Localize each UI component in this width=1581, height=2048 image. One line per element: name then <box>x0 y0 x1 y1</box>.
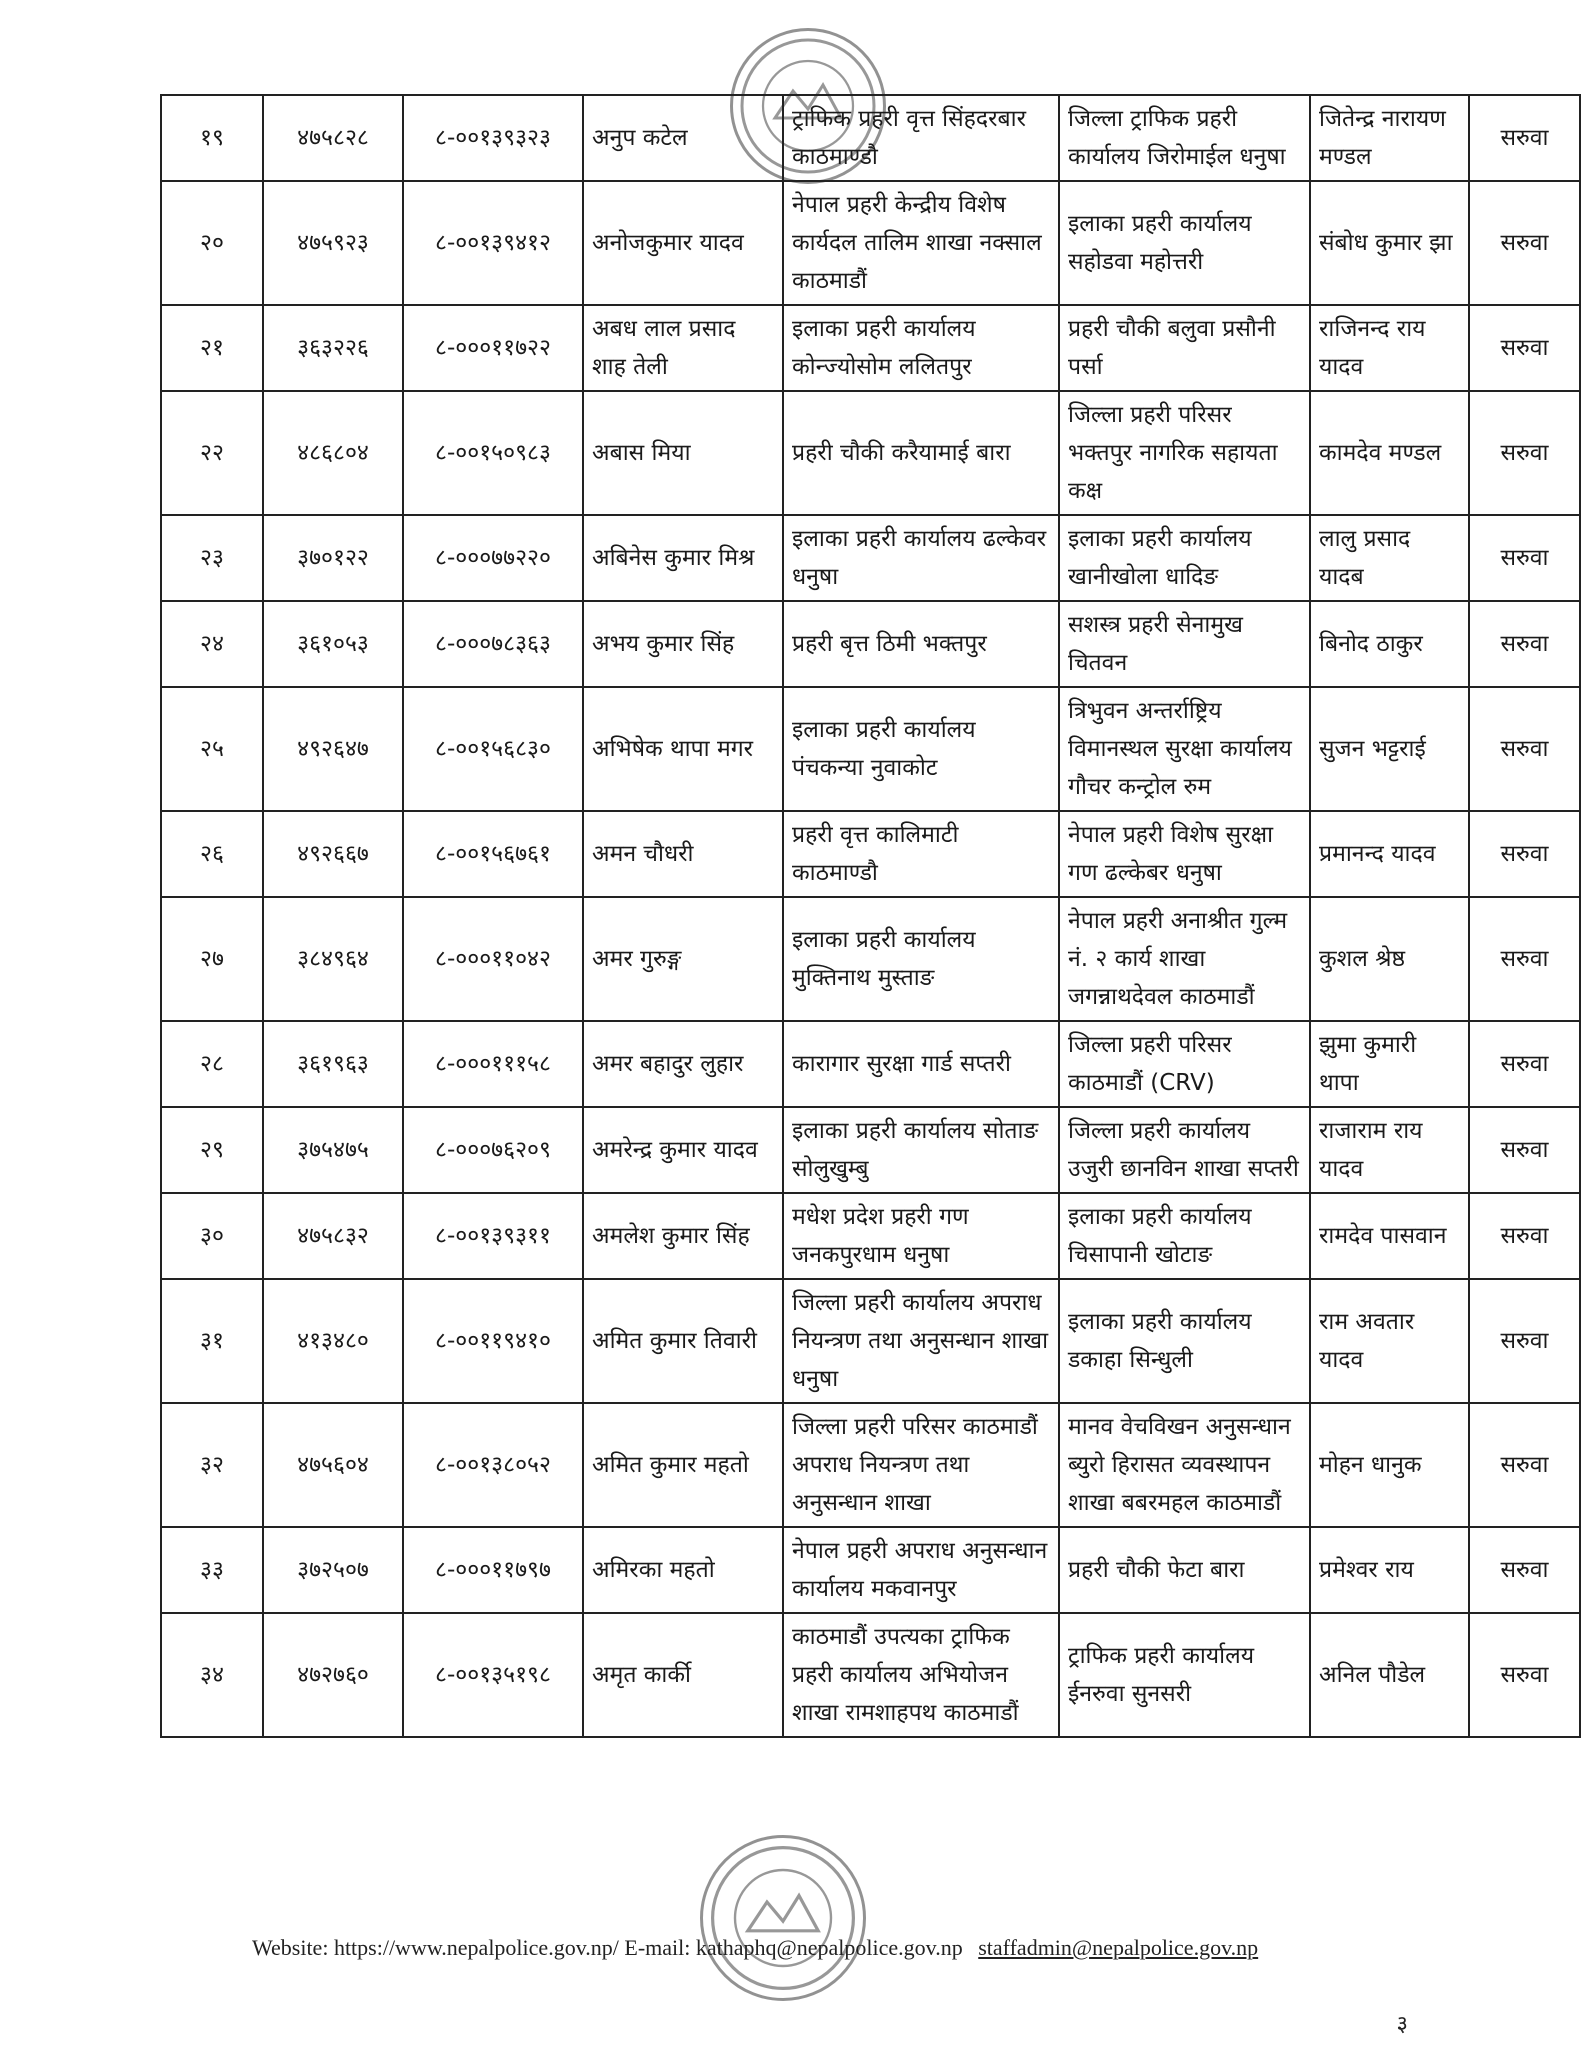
page-footer <box>252 1935 1372 1961</box>
current-office-cell: कारागार सुरक्षा गार्ड सप्तरी <box>783 1021 1059 1107</box>
code-number-cell: ८-००१५६८३० <box>403 687 583 811</box>
current-office-cell: इलाका प्रहरी कार्यालय कोन्ज्योसोम ललितपुर <box>783 305 1059 391</box>
officer-name-cell: अमिरका महतो <box>583 1527 783 1613</box>
transfer-roster-table <box>160 94 1581 1738</box>
footer-website-label: Website: <box>252 1935 329 1960</box>
supervisor-cell: जितेन्द्र नारायण मण्डल <box>1310 95 1469 181</box>
officer-name-cell: अमित कुमार महतो <box>583 1403 783 1527</box>
status-cell: सरुवा <box>1469 1279 1580 1403</box>
police-id-cell: ३७०१२२ <box>263 515 403 601</box>
police-id-cell: ३६१९६३ <box>263 1021 403 1107</box>
table-row <box>161 515 1580 601</box>
table-row <box>161 1021 1580 1107</box>
officer-name-cell: अबध लाल प्रसाद शाह तेली <box>583 305 783 391</box>
table-row <box>161 1613 1580 1737</box>
supervisor-cell: राजिनन्द राय यादव <box>1310 305 1469 391</box>
status-cell: सरुवा <box>1469 601 1580 687</box>
supervisor-cell: संबोध कुमार झा <box>1310 181 1469 305</box>
page-number: ३ <box>1396 2012 1408 2037</box>
code-number-cell: ८-०००७७२२० <box>403 515 583 601</box>
police-id-cell: ४१३४८० <box>263 1279 403 1403</box>
table-row <box>161 305 1580 391</box>
police-id-cell: ४७५९२३ <box>263 181 403 305</box>
current-office-cell: इलाका प्रहरी कार्यालय मुक्तिनाथ मुस्ताङ <box>783 897 1059 1021</box>
code-number-cell: ८-००१३९३२३ <box>403 95 583 181</box>
supervisor-cell: प्रमेश्वर राय <box>1310 1527 1469 1613</box>
supervisor-cell: झुमा कुमारी थापा <box>1310 1021 1469 1107</box>
officer-name-cell: अमन चौधरी <box>583 811 783 897</box>
serial-number-cell: ३३ <box>161 1527 263 1613</box>
status-cell: सरुवा <box>1469 391 1580 515</box>
serial-number-cell: २२ <box>161 391 263 515</box>
officer-name-cell: अमरेन्द्र कुमार यादव <box>583 1107 783 1193</box>
transfer-office-cell: प्रहरी चौकी बलुवा प्रसौनी पर्सा <box>1059 305 1310 391</box>
transfer-office-cell: नेपाल प्रहरी अनाश्रीत गुल्म नं. २ कार्य शाखा जगन्नाथदेवल काठमाडौं <box>1059 897 1310 1021</box>
table-row <box>161 687 1580 811</box>
supervisor-cell: राम अवतार यादव <box>1310 1279 1469 1403</box>
serial-number-cell: २० <box>161 181 263 305</box>
transfer-office-cell: इलाका प्रहरी कार्यालय डकाहा सिन्धुली <box>1059 1279 1310 1403</box>
current-office-cell: जिल्ला प्रहरी परिसर काठमाडौं अपराध नियन्त्रण तथा अनुसन्धान शाखा <box>783 1403 1059 1527</box>
serial-number-cell: ३१ <box>161 1279 263 1403</box>
footer-staffadmin-email[interactable]: staffadmin@nepalpolice.gov.np <box>978 1935 1259 1960</box>
current-office-cell: प्रहरी चौकी करैयामाई बारा <box>783 391 1059 515</box>
footer-website-link[interactable]: https://www.nepalpolice.gov.np/ <box>333 1935 619 1960</box>
police-id-cell: ३८४९६४ <box>263 897 403 1021</box>
officer-name-cell: अमलेश कुमार सिंह <box>583 1193 783 1279</box>
serial-number-cell: २८ <box>161 1021 263 1107</box>
table-row <box>161 391 1580 515</box>
serial-number-cell: ३० <box>161 1193 263 1279</box>
status-cell: सरुवा <box>1469 181 1580 305</box>
footer-email-link[interactable]: kathaphq@nepalpolice.gov.np <box>695 1935 963 1960</box>
status-cell: सरुवा <box>1469 305 1580 391</box>
current-office-cell: इलाका प्रहरी कार्यालय ढल्केवर धनुषा <box>783 515 1059 601</box>
table-row <box>161 181 1580 305</box>
supervisor-cell: लालु प्रसाद यादब <box>1310 515 1469 601</box>
status-cell: सरुवा <box>1469 1021 1580 1107</box>
transfer-office-cell: ट्राफिक प्रहरी कार्यालय ईनरुवा सुनसरी <box>1059 1613 1310 1737</box>
police-id-cell: ३६१०५३ <box>263 601 403 687</box>
status-cell: सरुवा <box>1469 1107 1580 1193</box>
supervisor-cell: कामदेव मण्डल <box>1310 391 1469 515</box>
status-cell: सरुवा <box>1469 811 1580 897</box>
code-number-cell: ८-०००७८३६३ <box>403 601 583 687</box>
code-number-cell: ८-०००७६२०९ <box>403 1107 583 1193</box>
officer-name-cell: अनोजकुमार यादव <box>583 181 783 305</box>
serial-number-cell: २९ <box>161 1107 263 1193</box>
status-cell: सरुवा <box>1469 897 1580 1021</box>
serial-number-cell: २५ <box>161 687 263 811</box>
code-number-cell: ८-०००११०४२ <box>403 897 583 1021</box>
current-office-cell: जिल्ला प्रहरी कार्यालय अपराध नियन्त्रण तथा अनुसन्धान शाखा धनुषा <box>783 1279 1059 1403</box>
code-number-cell: ८-००१३५१९८ <box>403 1613 583 1737</box>
status-cell: सरुवा <box>1469 515 1580 601</box>
transfer-office-cell: मानव वेचविखन अनुसन्धान ब्युरो हिरासत व्यवस्थापन शाखा बबरमहल काठमाडौं <box>1059 1403 1310 1527</box>
supervisor-cell: रामदेव पासवान <box>1310 1193 1469 1279</box>
supervisor-cell: बिनोद ठाकुर <box>1310 601 1469 687</box>
transfer-office-cell: त्रिभुवन अन्तर्राष्ट्रिय विमानस्थल सुरक्षा कार्यालय गौचर कन्ट्रोल रुम <box>1059 687 1310 811</box>
transfer-office-cell: जिल्ला प्रहरी परिसर काठमाडौं (CRV) <box>1059 1021 1310 1107</box>
police-id-cell: ४९२६४७ <box>263 687 403 811</box>
footer-email-label: E-mail: <box>624 1935 691 1960</box>
code-number-cell: ८-००१३९४१२ <box>403 181 583 305</box>
code-number-cell: ८-००१३९३११ <box>403 1193 583 1279</box>
status-cell: सरुवा <box>1469 1193 1580 1279</box>
supervisor-cell: प्रमानन्द यादव <box>1310 811 1469 897</box>
office-seal-stamp <box>700 1835 866 2001</box>
table-row <box>161 1527 1580 1613</box>
officer-name-cell: अमर बहादुर लुहार <box>583 1021 783 1107</box>
police-id-cell: ३७२५०७ <box>263 1527 403 1613</box>
current-office-cell: इलाका प्रहरी कार्यालय पंचकन्या नुवाकोट <box>783 687 1059 811</box>
table-row <box>161 601 1580 687</box>
officer-name-cell: अमृत कार्की <box>583 1613 783 1737</box>
status-cell: सरुवा <box>1469 1613 1580 1737</box>
table-row <box>161 1403 1580 1527</box>
table-row <box>161 1107 1580 1193</box>
status-cell: सरुवा <box>1469 687 1580 811</box>
transfer-office-cell: इलाका प्रहरी कार्यालय चिसापानी खोटाङ <box>1059 1193 1310 1279</box>
code-number-cell: ८-००१५०९८३ <box>403 391 583 515</box>
current-office-cell: नेपाल प्रहरी केन्द्रीय विशेष कार्यदल तालिम शाखा नक्साल काठमाडौं <box>783 181 1059 305</box>
supervisor-cell: मोहन धानुक <box>1310 1403 1469 1527</box>
transfer-office-cell: जिल्ला ट्राफिक प्रहरी कार्यालय जिरोमाईल धनुषा <box>1059 95 1310 181</box>
code-number-cell: ८-००१३८०५२ <box>403 1403 583 1527</box>
police-id-cell: ४७५८३२ <box>263 1193 403 1279</box>
status-cell: सरुवा <box>1469 95 1580 181</box>
table-row <box>161 897 1580 1021</box>
code-number-cell: ८-००१५६७६१ <box>403 811 583 897</box>
serial-number-cell: २१ <box>161 305 263 391</box>
serial-number-cell: २४ <box>161 601 263 687</box>
serial-number-cell: २६ <box>161 811 263 897</box>
table-row <box>161 1279 1580 1403</box>
police-id-cell: ४७५८२८ <box>263 95 403 181</box>
police-id-cell: ४७५६०४ <box>263 1403 403 1527</box>
code-number-cell: ८-०००१११५८ <box>403 1021 583 1107</box>
current-office-cell: ट्राफिक प्रहरी वृत्त सिंहदरबार काठमाण्डौ <box>783 95 1059 181</box>
serial-number-cell: २३ <box>161 515 263 601</box>
transfer-office-cell: प्रहरी चौकी फेटा बारा <box>1059 1527 1310 1613</box>
officer-name-cell: अभिषेक थापा मगर <box>583 687 783 811</box>
transfer-office-cell: इलाका प्रहरी कार्यालय खानीखोला धादिङ <box>1059 515 1310 601</box>
current-office-cell: प्रहरी वृत्त कालिमाटी काठमाण्डौ <box>783 811 1059 897</box>
transfer-office-cell: इलाका प्रहरी कार्यालय सहोडवा महोत्तरी <box>1059 181 1310 305</box>
police-id-cell: ३७५४७५ <box>263 1107 403 1193</box>
officer-name-cell: अमर गुरुङ्ग <box>583 897 783 1021</box>
current-office-cell: मधेश प्रदेश प्रहरी गण जनकपुरधाम धनुषा <box>783 1193 1059 1279</box>
supervisor-cell: राजाराम राय यादव <box>1310 1107 1469 1193</box>
officer-name-cell: अनुप कटेल <box>583 95 783 181</box>
officer-name-cell: अबिनेस कुमार मिश्र <box>583 515 783 601</box>
supervisor-cell: अनिल पौडेल <box>1310 1613 1469 1737</box>
serial-number-cell: १९ <box>161 95 263 181</box>
transfer-office-cell: जिल्ला प्रहरी परिसर भक्तपुर नागरिक सहायता कक्ष <box>1059 391 1310 515</box>
supervisor-cell: सुजन भट्टराई <box>1310 687 1469 811</box>
code-number-cell: ८-०००११७९७ <box>403 1527 583 1613</box>
transfer-office-cell: सशस्त्र प्रहरी सेनामुख चितवन <box>1059 601 1310 687</box>
current-office-cell: इलाका प्रहरी कार्यालय सोताङ सोलुखुम्बु <box>783 1107 1059 1193</box>
transfer-office-cell: जिल्ला प्रहरी कार्यालय उजुरी छानविन शाखा सप्तरी <box>1059 1107 1310 1193</box>
police-id-cell: ३६३२२६ <box>263 305 403 391</box>
supervisor-cell: कुशल श्रेष्ठ <box>1310 897 1469 1021</box>
serial-number-cell: २७ <box>161 897 263 1021</box>
officer-name-cell: अभय कुमार सिंह <box>583 601 783 687</box>
current-office-cell: नेपाल प्रहरी अपराध अनुसन्धान कार्यालय मकवानपुर <box>783 1527 1059 1613</box>
police-id-cell: ४७२७६० <box>263 1613 403 1737</box>
current-office-cell: काठमाडौं उपत्यका ट्राफिक प्रहरी कार्यालय अभियोजन शाखा रामशाहपथ काठमाडौं <box>783 1613 1059 1737</box>
code-number-cell: ८-००११९४१० <box>403 1279 583 1403</box>
officer-name-cell: अमित कुमार तिवारी <box>583 1279 783 1403</box>
code-number-cell: ८-०००११७२२ <box>403 305 583 391</box>
table-row <box>161 95 1580 181</box>
transfer-office-cell: नेपाल प्रहरी विशेष सुरक्षा गण ढल्केबर धनुषा <box>1059 811 1310 897</box>
table-row <box>161 811 1580 897</box>
police-id-cell: ४९२६६७ <box>263 811 403 897</box>
serial-number-cell: ३२ <box>161 1403 263 1527</box>
serial-number-cell: ३४ <box>161 1613 263 1737</box>
police-id-cell: ४८६८०४ <box>263 391 403 515</box>
status-cell: सरुवा <box>1469 1403 1580 1527</box>
current-office-cell: प्रहरी बृत्त ठिमी भक्तपुर <box>783 601 1059 687</box>
table-row <box>161 1193 1580 1279</box>
status-cell: सरुवा <box>1469 1527 1580 1613</box>
officer-name-cell: अबास मिया <box>583 391 783 515</box>
